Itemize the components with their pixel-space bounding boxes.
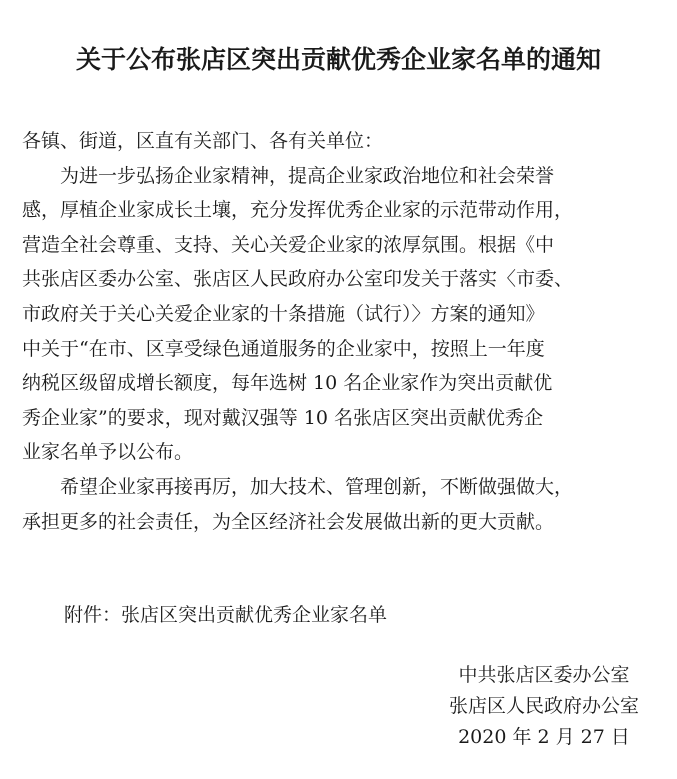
issuer-party-office: 中共张店区委办公室 (458, 664, 630, 686)
document-body (22, 124, 662, 539)
salutation: 各镇、街道，区直有关部门、各有关单位： (22, 130, 384, 152)
issuer-government-office: 张店区人民政府办公室 (448, 695, 639, 717)
attachment-note: 附件：张店区突出贡献优秀企业家名单 (64, 604, 388, 626)
signature-block (449, 660, 639, 753)
paragraph-closing: 希望企业家再接再厉，加大技术、管理创新，不断做强做大， 承担更多的社会责任，为全区经济社会发展做出新的更大贡献。 (22, 475, 574, 533)
paragraph-main: 为进一步弘扬企业家精神，提高企业家政治地位和社会荣誉 感，厚植企业家成长土壤，充分发挥优秀企业家的示范带动作用， 营造全社会尊重、支持、关心关爱企业家的浓厚氛围。根据《中 共张店区委办公室、张店区人民政府办公室印发关于落实〈市委、 市政府关于关心关爱企业家的十条措施（试行）〉方案的通知》 中关于“在市、区享受绿色通道服务的企业家中，按照上一年度 纳税区级留成增长额度，每年选树 10 名企业家作为突出贡献优 秀企业家”的要求，现对戴汉强等 10 名张店区突出贡献优秀企 业家名单予以公布。 (22, 164, 574, 464)
document-title: 关于公布张店区突出贡献优秀企业家名单的通知 (75, 45, 601, 74)
issue-date: 2020 年 2 月 27 日 (458, 726, 630, 748)
